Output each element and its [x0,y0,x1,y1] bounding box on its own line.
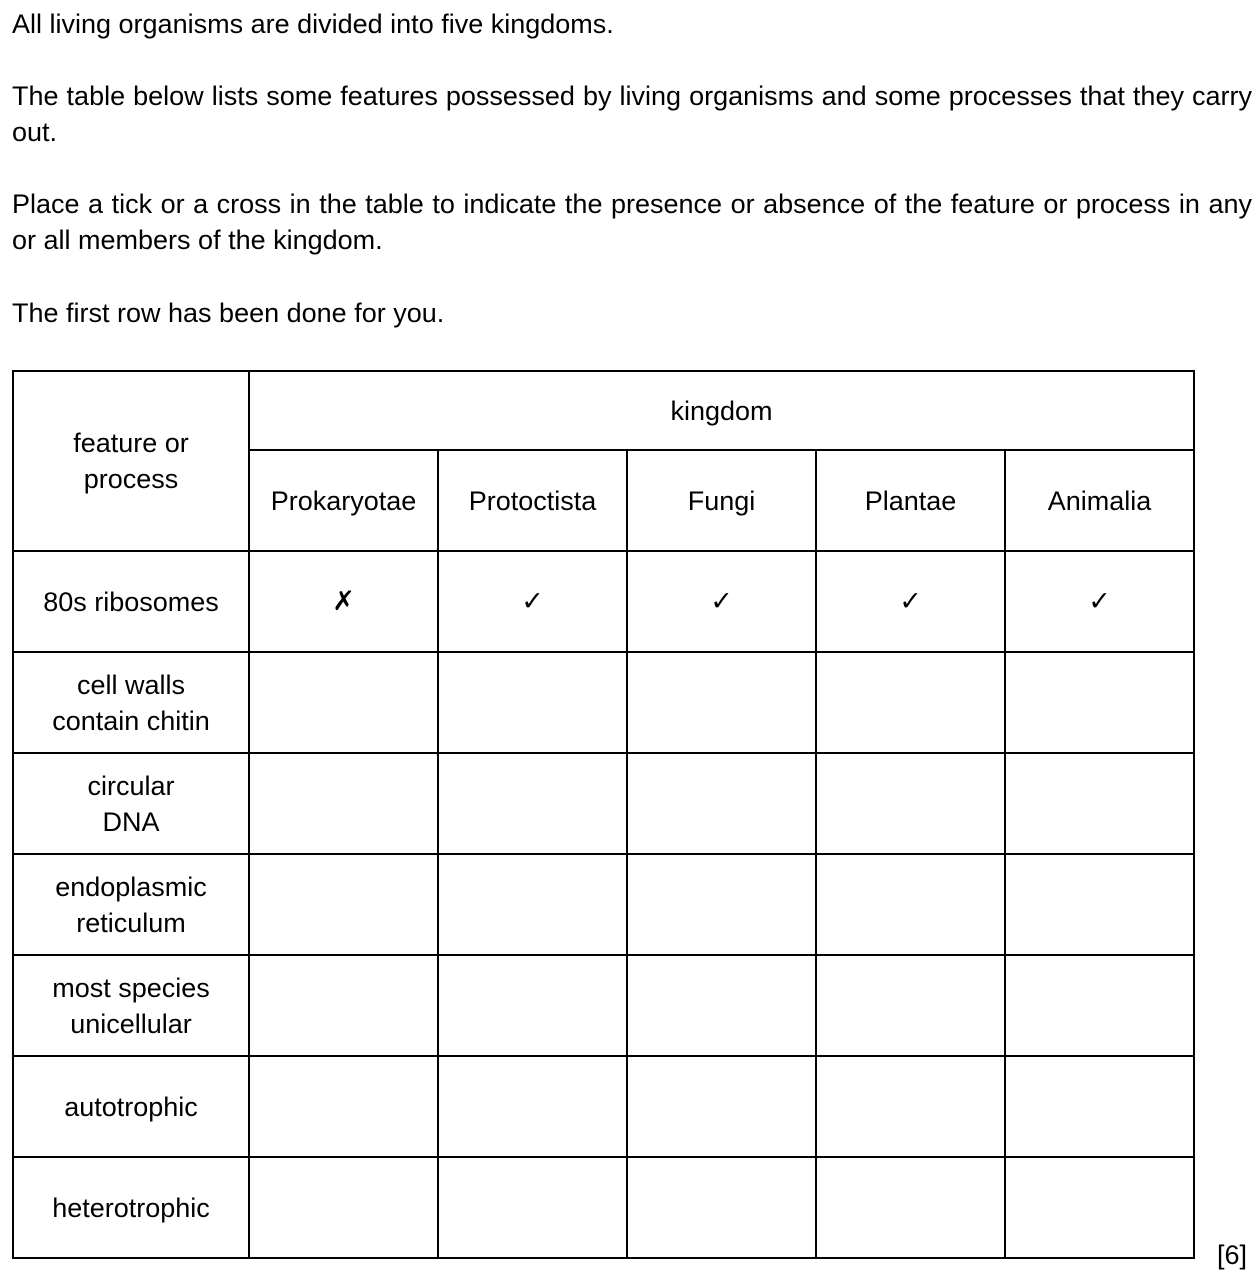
feature-cell: endoplasmic reticulum [13,854,249,955]
table-row [13,854,1194,955]
feature-cell: circular DNA [13,753,249,854]
table-row [13,1157,1194,1258]
answer-cell-plantae[interactable] [816,1056,1005,1157]
answer-cell-prokaryotae[interactable] [249,753,438,854]
answer-cell-protoctista[interactable] [438,854,627,955]
cross-mark-prokaryotae: ✗ [249,551,438,652]
feature-cell: heterotrophic [13,1157,249,1258]
answer-cell-prokaryotae[interactable] [249,1157,438,1258]
kingdom-header: kingdom [249,371,1194,450]
example-note: The first row has been done for you. [12,298,445,328]
answer-cell-fungi[interactable] [627,753,816,854]
answer-cell-protoctista[interactable] [438,652,627,753]
answer-cell-plantae[interactable] [816,1157,1005,1258]
answer-cell-animalia[interactable] [1005,652,1194,753]
intro-paragraph-2: The table below lists some features possessed by living organisms and some processes that they carry out. [12,81,1252,147]
kingdom-feature-table [12,370,1195,1259]
table-row [13,652,1194,753]
answer-cell-fungi[interactable] [627,955,816,1056]
answer-cell-protoctista[interactable] [438,955,627,1056]
table-row [13,551,1194,652]
answer-cell-plantae[interactable] [816,652,1005,753]
answer-cell-plantae[interactable] [816,955,1005,1056]
feature-cell: cell walls contain chitin [13,652,249,753]
feature-cell: autotrophic [13,1056,249,1157]
instruction-paragraph: Place a tick or a cross in the table to indicate the presence or absence of the feature or process in any or all members of the kingdom. [12,189,1252,255]
tick-mark-fungi: ✓ [627,551,816,652]
answer-cell-prokaryotae[interactable] [249,955,438,1056]
answer-cell-animalia[interactable] [1005,1157,1194,1258]
feature-header: feature or process [13,371,249,551]
answer-cell-plantae[interactable] [816,753,1005,854]
answer-cell-prokaryotae[interactable] [249,652,438,753]
tick-mark-protoctista: ✓ [438,551,627,652]
answer-cell-protoctista[interactable] [438,753,627,854]
table-row [13,753,1194,854]
answer-cell-fungi[interactable] [627,854,816,955]
answer-cell-animalia[interactable] [1005,1056,1194,1157]
feature-cell: most species unicellular [13,955,249,1056]
answer-cell-animalia[interactable] [1005,753,1194,854]
answer-cell-fungi[interactable] [627,1157,816,1258]
kingdom-name-animalia: Animalia [1005,450,1194,551]
answer-cell-fungi[interactable] [627,652,816,753]
answer-cell-protoctista[interactable] [438,1157,627,1258]
feature-cell: 80s ribosomes [13,551,249,652]
answer-cell-plantae[interactable] [816,854,1005,955]
answer-cell-prokaryotae[interactable] [249,1056,438,1157]
intro-paragraph-1: All living organisms are divided into five kingdoms. [12,9,614,39]
answer-cell-prokaryotae[interactable] [249,854,438,955]
tick-mark-animalia: ✓ [1005,551,1194,652]
marks-total: [6] [1217,1240,1248,1270]
table-row [13,955,1194,1056]
answer-cell-animalia[interactable] [1005,854,1194,955]
kingdom-name-plantae: Plantae [816,450,1005,551]
kingdom-name-protoctista: Protoctista [438,450,627,551]
answer-cell-protoctista[interactable] [438,1056,627,1157]
table-body [13,551,1194,1258]
table-row [13,1056,1194,1157]
answer-cell-fungi[interactable] [627,1056,816,1157]
kingdom-name-prokaryotae: Prokaryotae [249,450,438,551]
answer-cell-animalia[interactable] [1005,955,1194,1056]
tick-mark-plantae: ✓ [816,551,1005,652]
kingdom-name-fungi: Fungi [627,450,816,551]
